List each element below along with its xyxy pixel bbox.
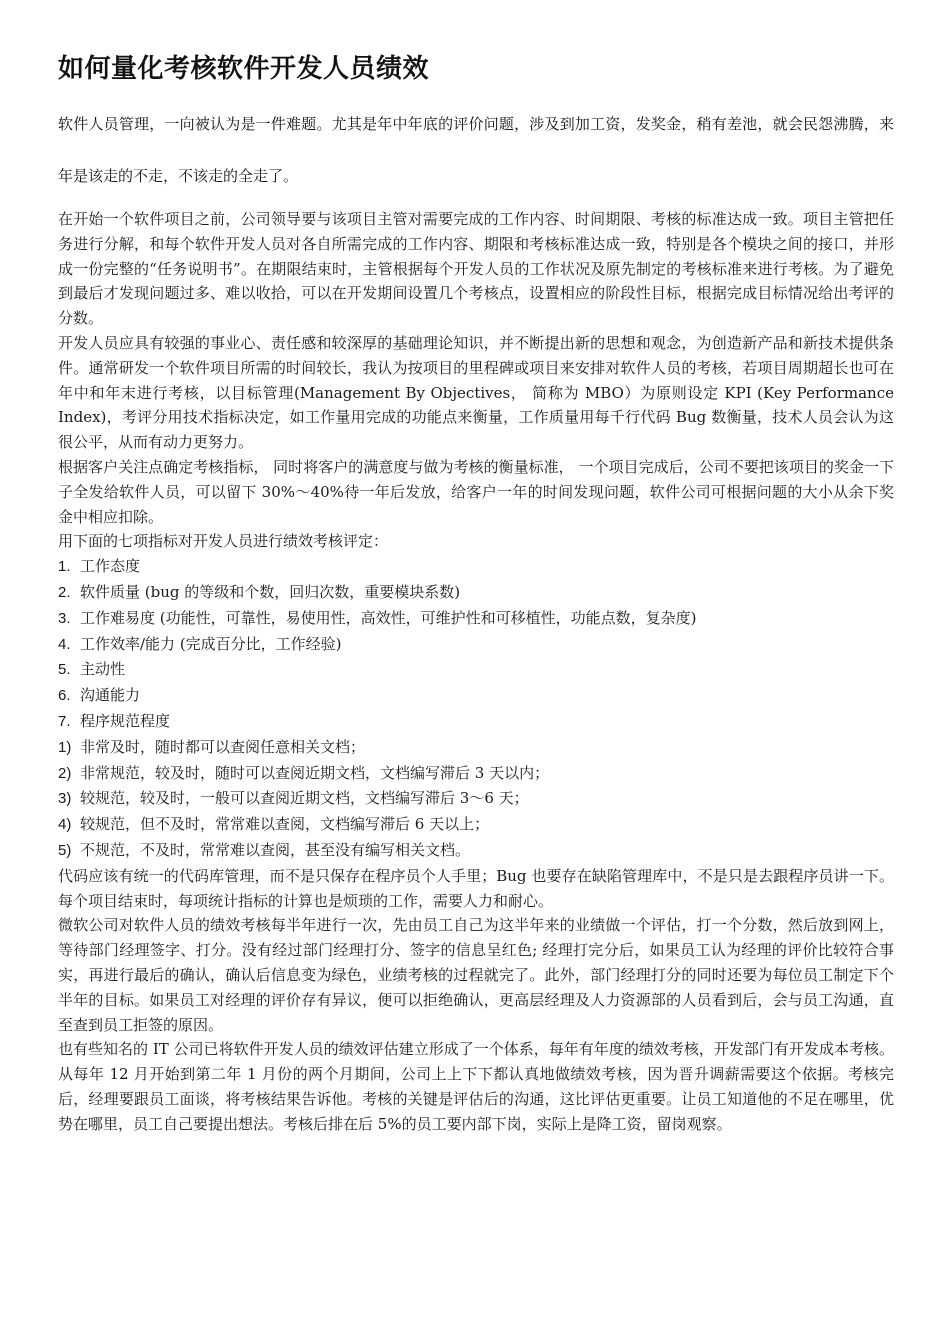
indicator-list xyxy=(58,554,894,735)
sub-item-number: 2) xyxy=(58,764,72,782)
sub-list-item xyxy=(58,735,894,761)
list-item-text: 工作态度 xyxy=(80,557,141,576)
body-paragraph: 用下面的七项指标对开发人员进行绩效考核评定： xyxy=(58,532,389,551)
body-paragraph: 代码应该有统一的代码库管理，而不是只保存在程序员个人手里；Bug 也要存在缺陷管理库中，不是只是去跟程序员讲一下。每个项目结束时，每项统计指标的计算也是烦琐的工作，需要人力和耐心。 xyxy=(58,866,894,910)
list-item-text: 软件质量 (bug 的等级和个数，回归次数，重要模块系数) xyxy=(80,582,461,601)
list-item-number: 5. xyxy=(58,661,71,679)
list-item xyxy=(58,632,894,658)
body-paragraph: 根据客户关注点确定考核指标， 同时将客户的满意度与做为考核的衡量标准， 一个项目完成后，公司不要把该项目的奖金一下子全发给软件人员，可以留下 30%～40%待一年后发放，给客户一年的时间发现问题，软件公司可根据问题的大小从余下奖金中相应扣除。 xyxy=(58,457,894,526)
body-paragraph: 微软公司对软件人员的绩效考核每半年进行一次，先由员工自己为这半年来的业绩做一个评估，打一个分数，然后放到网上，等待部门经理签字、打分。没有经过部门经理打分、签字的信息呈红色; 经理打完分后，如果员工认为经理的评价比较符合事实，再进行最后的确认，确认后信息变为绿色，业绩考核的过程就完了。此外，部门经理打分的同时还要为每位员工制定下个半年的目标。如果员工对经理的评价存有异议，便可以拒绝确认，更高层经理及人力资源部的人员看到后，会与员工沟通，直至查到员工拒签的原因。 xyxy=(58,916,894,1034)
sub-item-text: 较规范，较及时，一般可以查阅近期文档，文档编写滞后 3～6 天； xyxy=(80,789,529,808)
sub-list-item xyxy=(58,812,894,838)
body-paragraph: 开发人员应具有较强的事业心、责任感和较深厚的基础理论知识，并不断提出新的思想和观念，为创造新产品和新技术提供条件。通常研发一个软件项目所需的时间较长，我认为按项目的里程碑或项目来安排对软件人员的考核，若项目周期超长也可在年中和年末进行考核，以目标管理(Management By Objectives， 简称为 MBO）为原则设定 KPI (Key Performance Index)，考评分用技术指标决定，如工作量用完成的功能点来衡量，工作质量用每千行代码 Bug 数衡量，技术人员会认为这很公平，从而有动力更努力。 xyxy=(58,333,894,452)
sub-item-list xyxy=(58,735,894,864)
list-item xyxy=(58,683,894,709)
list-item-text: 主动性 xyxy=(80,660,126,679)
sub-list-item xyxy=(58,761,894,787)
sub-item-number: 1) xyxy=(58,738,72,756)
list-item-number: 6. xyxy=(58,687,71,705)
list-item-text: 工作难易度 (功能性，可靠性，易使用性，高效性，可维护性和可移植性，功能点数，复杂度) xyxy=(80,608,697,627)
sub-item-text: 不规范，不及时，常常难以查阅，甚至没有编写相关文档。 xyxy=(80,840,471,859)
sub-item-text: 非常规范，较及时，随时可以查阅近期文档，文档编写滞后 3 天以内； xyxy=(80,763,550,782)
list-item-number: 4. xyxy=(58,635,71,653)
body-paragraph: 也有些知名的 IT 公司已将软件开发人员的绩效评估建立形成了一个体系，每年有年度的绩效考核，开发部门有开发成本考核。从每年 12 月开始到第二年 1 月份的两个月期间，公司上上下下都认真地做绩效考核，因为晋升调薪需要这个依据。考核完后，经理要跟员工面谈，将考核结果告诉他。考核的关键是评估后的沟通，这比评估更重要。让员工知道他的不足在哪里，优势在哪里，员工自己要提出想法。考核后排在后 5%的员工要内部下岗，实际上是降工资，留岗观察。 xyxy=(58,1040,894,1133)
sub-item-text: 非常及时，随时都可以查阅任意相关文档； xyxy=(80,737,366,756)
list-item xyxy=(58,709,894,735)
sub-item-number: 3) xyxy=(58,790,72,808)
list-item xyxy=(58,580,894,606)
document-body xyxy=(58,207,894,1136)
list-item-text: 沟通能力 xyxy=(80,686,141,705)
list-item-number: 2. xyxy=(58,583,71,601)
list-item-text: 工作效率/能力 (完成百分比，工作经验) xyxy=(80,634,342,653)
list-item xyxy=(58,606,894,632)
sub-item-text: 较规范，但不及时，常常难以查阅，文档编写滞后 6 天以上； xyxy=(80,815,490,834)
lead-paragraph: 软件人员管理，一向被认为是一件难题。尤其是年中年底的评价问题，涉及到加工资，发奖金，稍有差池，就会民怨沸腾，来年是该走的不走，不该走的全走了。 xyxy=(58,115,894,185)
document-title: 如何量化考核软件开发人员绩效 xyxy=(58,54,430,84)
sub-item-number: 5) xyxy=(58,841,72,859)
list-item xyxy=(58,657,894,683)
body-paragraph: 在开始一个软件项目之前，公司领导要与该项目主管对需要完成的工作内容、时间期限、考核的标准达成一致。项目主管把任务进行分解，和每个软件开发人员对各自所需完成的工作内容、期限和考核标准达成一致，特别是各个模块之间的接口，并形成一份完整的“任务说明书”。在期限结束时，主管根据每个开发人员的工作状况及原先制定的考核标准来进行考核。为了避免到最后才发现问题过多、难以收拾，可以在开发期间设置几个考核点，设置相应的阶段性目标，根据完成目标情况给出考评的分数。 xyxy=(58,210,894,328)
list-item-number: 3. xyxy=(58,609,71,627)
list-item-number: 7. xyxy=(58,712,71,730)
list-item-number: 1. xyxy=(58,558,71,576)
sub-item-number: 4) xyxy=(58,816,72,834)
sub-list-item xyxy=(58,838,894,864)
list-item xyxy=(58,554,894,580)
list-item-text: 程序规范程度 xyxy=(80,711,171,730)
document-page xyxy=(58,0,894,1136)
sub-list-item xyxy=(58,786,894,812)
